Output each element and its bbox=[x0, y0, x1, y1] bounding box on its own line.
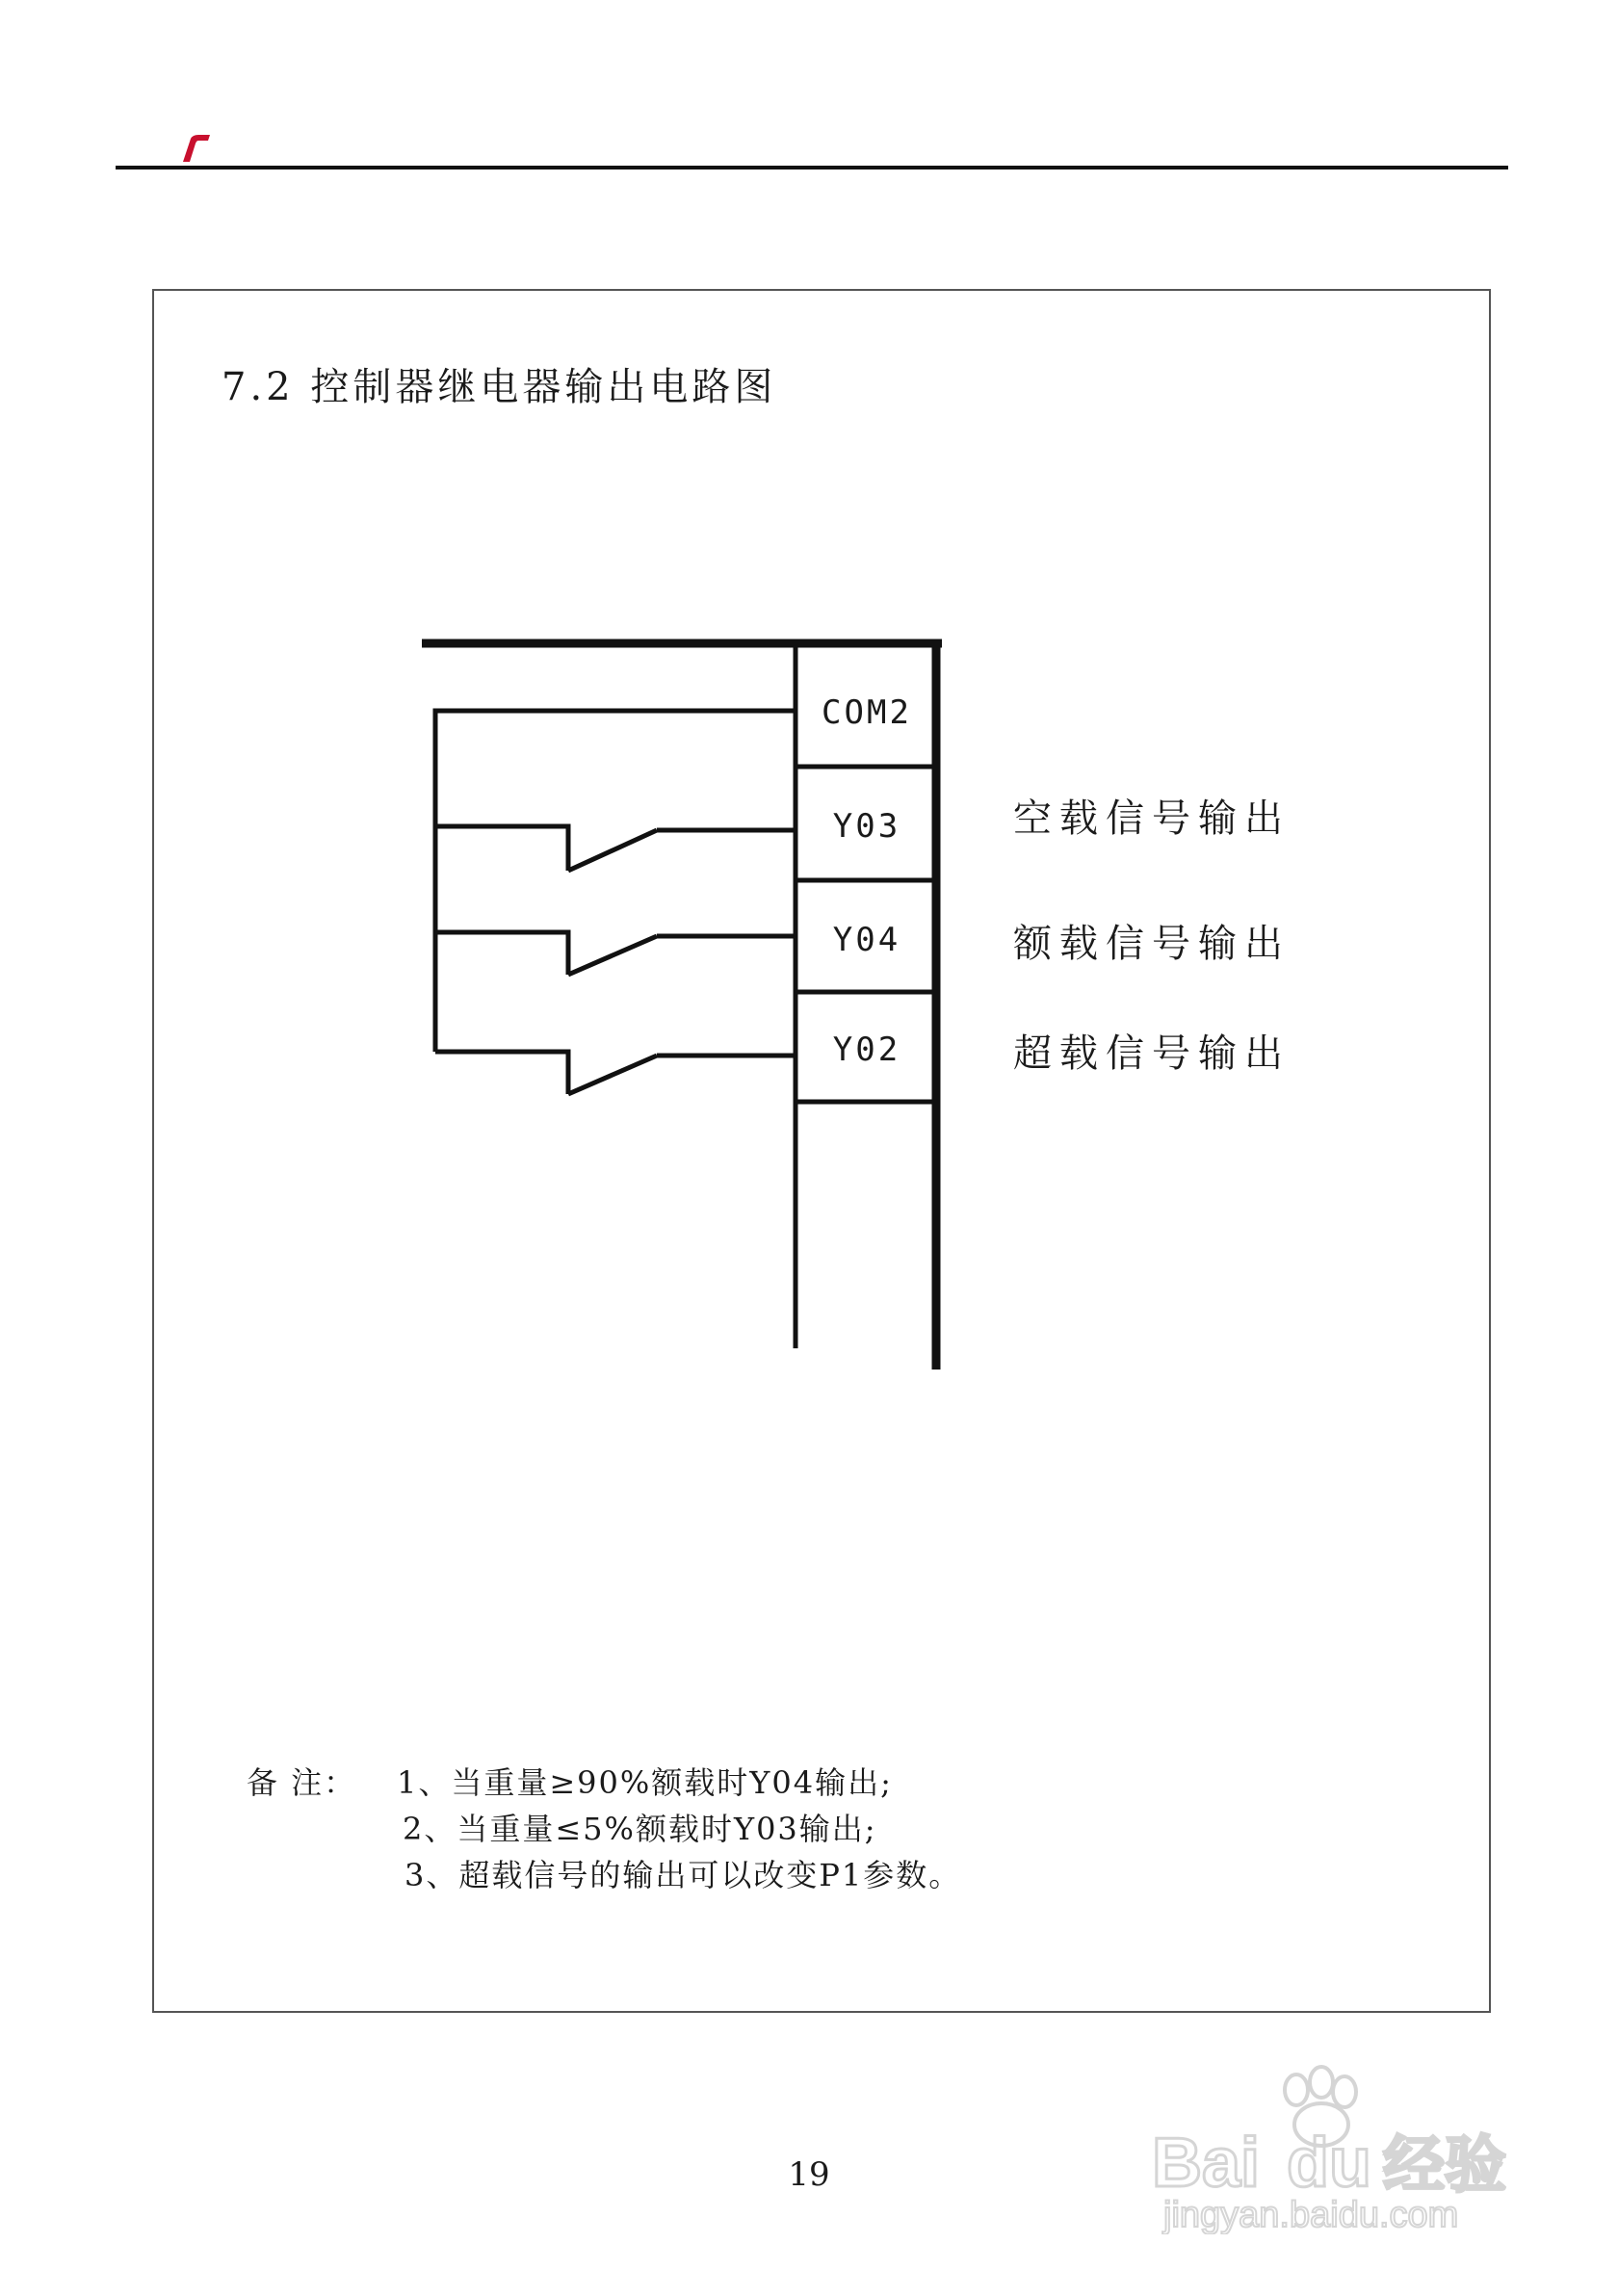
signal-label-rated-load: 额载信号输出 bbox=[1013, 922, 1291, 966]
note-line: 3、超载信号的输出可以改变P1参数。 bbox=[404, 1857, 962, 1893]
section-title: 7.2 控制器继电器输出电路图 bbox=[222, 365, 777, 409]
svg-text:Bai: Bai bbox=[1152, 2125, 1261, 2202]
svg-text:du: du bbox=[1287, 2125, 1371, 2202]
svg-text:jingyan.baidu.com: jingyan.baidu.com bbox=[1163, 2195, 1459, 2234]
header-rule bbox=[116, 166, 1508, 170]
terminal-label-y04: Y04 bbox=[832, 921, 901, 959]
note-line: 2、当重量≤5%额载时Y03输出; bbox=[403, 1811, 877, 1847]
notes-heading: 备 注： bbox=[247, 1764, 357, 1801]
signal-label-no-load: 空载信号输出 bbox=[1013, 796, 1291, 841]
content-frame bbox=[152, 289, 1491, 2013]
terminal-label-y02: Y02 bbox=[832, 1031, 901, 1069]
brand-logo-icon bbox=[179, 133, 212, 164]
svg-text:经验: 经验 bbox=[1383, 2130, 1506, 2202]
signal-label-overload: 超载信号输出 bbox=[1013, 1031, 1291, 1076]
terminal-label-y03: Y03 bbox=[832, 807, 901, 846]
page-number: 19 bbox=[788, 2155, 830, 2194]
baidu-watermark-icon bbox=[1152, 2061, 1537, 2234]
note-line: 1、当重量≥90%额载时Y04输出; bbox=[397, 1764, 893, 1801]
terminal-label-com2: COM2 bbox=[822, 693, 912, 732]
